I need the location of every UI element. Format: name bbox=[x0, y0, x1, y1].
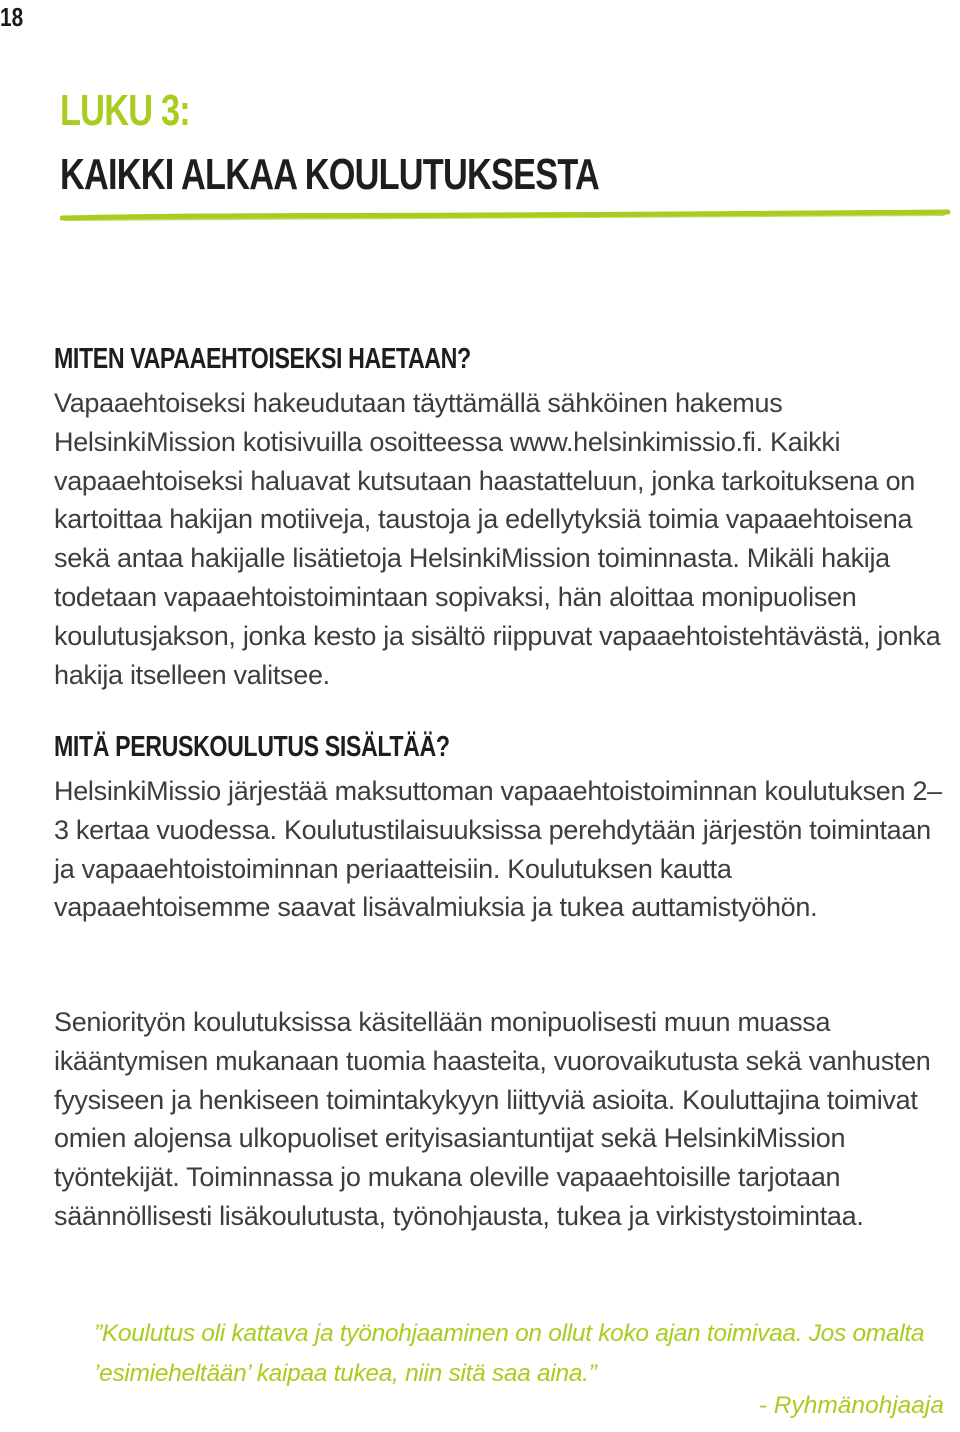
brush-underline-decoration bbox=[60, 206, 952, 226]
section-heading-application: MITEN VAPAAEHTOISEKSI HAETAAN? bbox=[54, 343, 471, 375]
paragraph-senior-training: Seniorityön koulutuksissa käsitellään monipuolisesti muun muassa ikääntymisen mukanaan tuomia haasteita, vuorovaikutusta sekä vanhusten fyysiseen ja henkiseen toimintakykyyn liittyviä asioita. Kouluttajina toimivat omien alojensa ulkopuoliset erityisasiantuntijat sekä HelsinkiMission työntekijät. Toiminnassa jo mukana oleville vapaaehtoisille tarjotaan säännöllisesti lisäkoulutusta, työnohjausta, tukea ja virkistystoimintaa. bbox=[54, 1007, 931, 1231]
chapter-label: LUKU 3: bbox=[60, 86, 190, 135]
paragraph-application: Vapaaehtoiseksi hakeudutaan täyttämällä sähköinen hakemus HelsinkiMission kotisivuilla osoitteessa www.helsinkimissio.fi. Kaikki vapaaehtoiseksi haluavat kutsutaan haastatteluun, jonka tarkoituksena on kartoittaa hakijan motiiveja, taustoja ja edellytyksiä toimia vapaaehtoisena sekä antaa hakijalle lisätietoja HelsinkiMission toiminnasta. Mikäli hakija todetaan vapaaehtoistoimintaan sopivaksi, hän aloittaa monipuolisen koulutusjakson, jonka kesto ja sisältö riippuvat vapaaehtoistehtävästä, jonka hakija itselleen valitsee. bbox=[54, 388, 941, 690]
paragraph-basic-training: HelsinkiMissio järjestää maksuttoman vapaaehtoistoiminnan koulutuksen 2–3 kertaa vuodessa. Koulutustilaisuuksissa perehdytään järjestön toimintaan ja vapaaehtoistoiminnan periaatteisiin. Koulutuksen kautta vapaaehtoisemme saavat lisävalmiuksia ja tukea auttamistyöhön. bbox=[54, 776, 942, 923]
section-heading-basic-training: MITÄ PERUSKOULUTUS SISÄLTÄÄ? bbox=[54, 731, 450, 763]
quote-attribution: - Ryhmänohjaaja bbox=[758, 1392, 944, 1419]
testimonial-quote: ”Koulutus oli kattava ja työnohjaaminen on ollut koko ajan toimivaa. Jos omalta ’esimieheltään’ kaipaa tukea, niin sitä saa aina.” bbox=[94, 1320, 925, 1387]
chapter-title: KAIKKI ALKAA KOULUTUKSESTA bbox=[60, 150, 599, 199]
page-number: 18 bbox=[0, 2, 24, 32]
